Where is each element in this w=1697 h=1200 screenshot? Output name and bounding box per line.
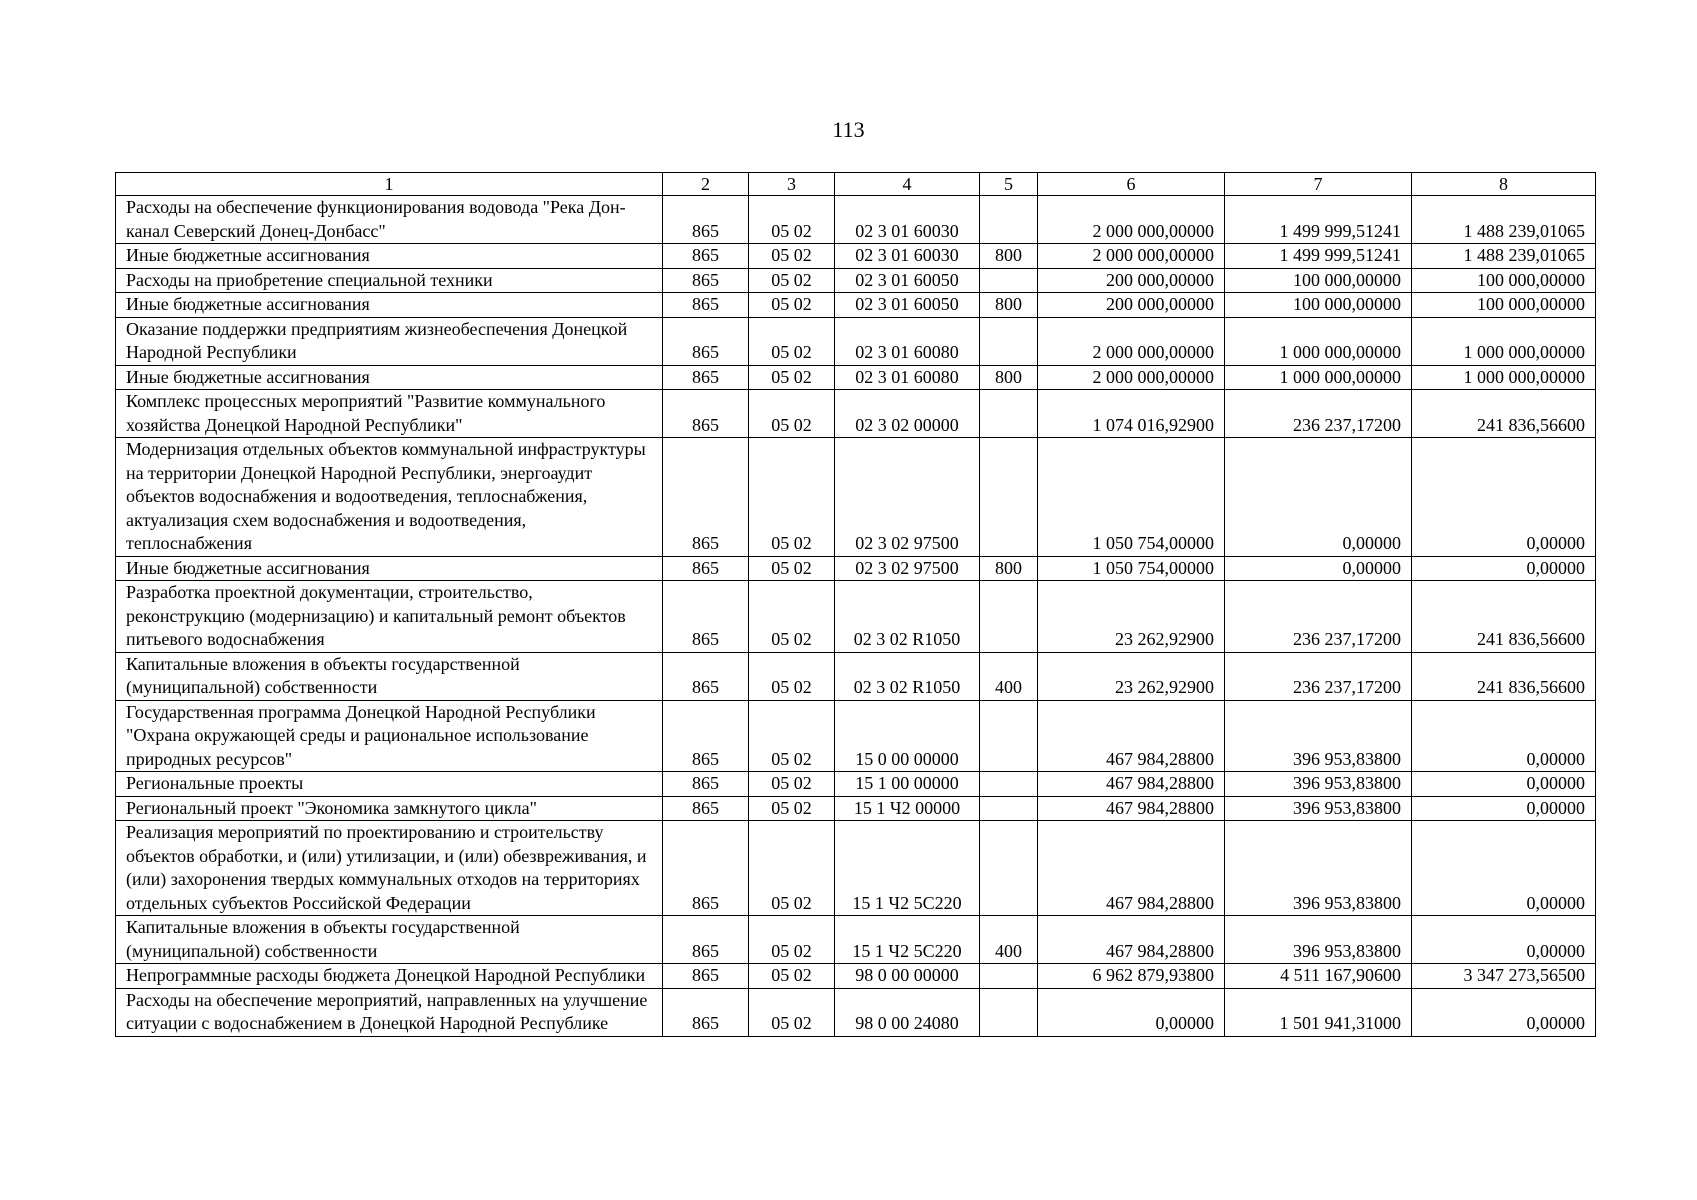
table-row <box>116 821 1596 916</box>
expense-type-cell <box>980 438 1038 557</box>
expense-type-cell <box>980 964 1038 989</box>
expense-name-cell: Иные бюджетные ассигнования <box>116 556 663 581</box>
amount-col6-cell: 23 262,92900 <box>1038 581 1225 653</box>
expense-type-cell <box>980 268 1038 293</box>
ministry-code-cell: 865 <box>663 438 749 557</box>
amount-col7-cell: 396 953,83800 <box>1225 772 1412 797</box>
table-row <box>116 700 1596 772</box>
amount-col7-cell: 236 237,17200 <box>1225 390 1412 438</box>
amount-col6-cell: 467 984,28800 <box>1038 700 1225 772</box>
amount-col8-cell: 1 000 000,00000 <box>1412 317 1596 365</box>
table-row <box>116 652 1596 700</box>
amount-col6-cell: 200 000,00000 <box>1038 293 1225 318</box>
amount-col8-cell: 0,00000 <box>1412 700 1596 772</box>
expense-type-cell: 400 <box>980 916 1038 964</box>
target-article-cell: 02 3 01 60030 <box>835 196 980 244</box>
expense-type-cell: 400 <box>980 652 1038 700</box>
expense-type-cell: 800 <box>980 244 1038 269</box>
target-article-cell: 15 0 00 00000 <box>835 700 980 772</box>
header-cell-7: 7 <box>1225 173 1412 196</box>
ministry-code-cell: 865 <box>663 652 749 700</box>
expense-type-cell <box>980 700 1038 772</box>
expense-type-cell <box>980 581 1038 653</box>
table-row <box>116 365 1596 390</box>
amount-col6-cell: 6 962 879,93800 <box>1038 964 1225 989</box>
expense-name-cell: Непрограммные расходы бюджета Донецкой Народной Республики <box>116 964 663 989</box>
header-cell-2: 2 <box>663 173 749 196</box>
expense-type-cell <box>980 390 1038 438</box>
ministry-code-cell: 865 <box>663 581 749 653</box>
amount-col7-cell: 100 000,00000 <box>1225 293 1412 318</box>
section-code-cell: 05 02 <box>749 796 835 821</box>
table-row <box>116 244 1596 269</box>
section-code-cell: 05 02 <box>749 293 835 318</box>
target-article-cell: 02 3 01 60050 <box>835 268 980 293</box>
target-article-cell: 15 1 Ч2 00000 <box>835 796 980 821</box>
amount-col7-cell: 1 000 000,00000 <box>1225 317 1412 365</box>
amount-col7-cell: 396 953,83800 <box>1225 700 1412 772</box>
ministry-code-cell: 865 <box>663 772 749 797</box>
amount-col8-cell: 1 488 239,01065 <box>1412 244 1596 269</box>
amount-col8-cell: 100 000,00000 <box>1412 268 1596 293</box>
amount-col8-cell: 0,00000 <box>1412 916 1596 964</box>
table-row <box>116 964 1596 989</box>
ministry-code-cell: 865 <box>663 268 749 293</box>
section-code-cell: 05 02 <box>749 196 835 244</box>
section-code-cell: 05 02 <box>749 964 835 989</box>
amount-col6-cell: 0,00000 <box>1038 988 1225 1036</box>
ministry-code-cell: 865 <box>663 293 749 318</box>
expense-type-cell: 800 <box>980 556 1038 581</box>
amount-col8-cell: 1 488 239,01065 <box>1412 196 1596 244</box>
table-row <box>116 196 1596 244</box>
target-article-cell: 02 3 02 00000 <box>835 390 980 438</box>
expense-name-cell: Капитальные вложения в объекты государственной (муниципальной) собственности <box>116 652 663 700</box>
amount-col7-cell: 100 000,00000 <box>1225 268 1412 293</box>
expense-name-cell: Разработка проектной документации, строительство, реконструкцию (модернизацию) и капитальный ремонт объектов питьевого водоснабжения <box>116 581 663 653</box>
amount-col7-cell: 1 499 999,51241 <box>1225 196 1412 244</box>
section-code-cell: 05 02 <box>749 772 835 797</box>
amount-col7-cell: 4 511 167,90600 <box>1225 964 1412 989</box>
target-article-cell: 02 3 01 60080 <box>835 365 980 390</box>
ministry-code-cell: 865 <box>663 796 749 821</box>
ministry-code-cell: 865 <box>663 964 749 989</box>
ministry-code-cell: 865 <box>663 988 749 1036</box>
amount-col8-cell: 241 836,56600 <box>1412 652 1596 700</box>
amount-col6-cell: 1 074 016,92900 <box>1038 390 1225 438</box>
amount-col7-cell: 236 237,17200 <box>1225 652 1412 700</box>
ministry-code-cell: 865 <box>663 244 749 269</box>
section-code-cell: 05 02 <box>749 556 835 581</box>
amount-col7-cell: 0,00000 <box>1225 556 1412 581</box>
amount-col7-cell: 1 499 999,51241 <box>1225 244 1412 269</box>
section-code-cell: 05 02 <box>749 581 835 653</box>
expense-type-cell <box>980 988 1038 1036</box>
section-code-cell: 05 02 <box>749 988 835 1036</box>
ministry-code-cell: 865 <box>663 390 749 438</box>
ministry-code-cell: 865 <box>663 700 749 772</box>
amount-col8-cell: 0,00000 <box>1412 988 1596 1036</box>
expense-type-cell: 800 <box>980 365 1038 390</box>
expense-name-cell: Иные бюджетные ассигнования <box>116 365 663 390</box>
expense-name-cell: Комплекс процессных мероприятий "Развитие коммунального хозяйства Донецкой Народной Республики" <box>116 390 663 438</box>
target-article-cell: 15 1 00 00000 <box>835 772 980 797</box>
amount-col7-cell: 0,00000 <box>1225 438 1412 557</box>
section-code-cell: 05 02 <box>749 268 835 293</box>
amount-col7-cell: 396 953,83800 <box>1225 796 1412 821</box>
table-row <box>116 796 1596 821</box>
table-row <box>116 268 1596 293</box>
table-row <box>116 581 1596 653</box>
amount-col8-cell: 0,00000 <box>1412 796 1596 821</box>
expense-name-cell: Модернизация отдельных объектов коммунальной инфраструктуры на территории Донецкой Народной Республики, энергоаудит объектов водоснабжения и водоотведения, теплоснабжения, актуализация схем водоснабжения и водоотведения, теплоснабжения <box>116 438 663 557</box>
section-code-cell: 05 02 <box>749 365 835 390</box>
amount-col8-cell: 241 836,56600 <box>1412 581 1596 653</box>
expense-name-cell: Региональные проекты <box>116 772 663 797</box>
header-cell-4: 4 <box>835 173 980 196</box>
target-article-cell: 02 3 02 97500 <box>835 556 980 581</box>
table-header-row <box>116 173 1596 196</box>
ministry-code-cell: 865 <box>663 556 749 581</box>
header-cell-3: 3 <box>749 173 835 196</box>
table-row <box>116 390 1596 438</box>
amount-col6-cell: 467 984,28800 <box>1038 796 1225 821</box>
section-code-cell: 05 02 <box>749 916 835 964</box>
table-row <box>116 438 1596 557</box>
amount-col8-cell: 0,00000 <box>1412 556 1596 581</box>
section-code-cell: 05 02 <box>749 317 835 365</box>
amount-col7-cell: 1 000 000,00000 <box>1225 365 1412 390</box>
amount-col8-cell: 0,00000 <box>1412 821 1596 916</box>
amount-col6-cell: 23 262,92900 <box>1038 652 1225 700</box>
ministry-code-cell: 865 <box>663 317 749 365</box>
amount-col8-cell: 3 347 273,56500 <box>1412 964 1596 989</box>
page-number: 113 <box>832 117 865 142</box>
section-code-cell: 05 02 <box>749 700 835 772</box>
section-code-cell: 05 02 <box>749 438 835 557</box>
section-code-cell: 05 02 <box>749 390 835 438</box>
target-article-cell: 02 3 02 R1050 <box>835 652 980 700</box>
table-row <box>116 772 1596 797</box>
ministry-code-cell: 865 <box>663 196 749 244</box>
amount-col8-cell: 0,00000 <box>1412 438 1596 557</box>
expense-name-cell: Реализация мероприятий по проектированию и строительству объектов обработки, и (или) утилизации, и (или) обезвреживания, и (или) захоронения твердых коммунальных отходов на территориях отдельных субъектов Российской Федерации <box>116 821 663 916</box>
amount-col6-cell: 1 050 754,00000 <box>1038 556 1225 581</box>
table-row <box>116 556 1596 581</box>
header-cell-6: 6 <box>1038 173 1225 196</box>
header-cell-1: 1 <box>116 173 663 196</box>
target-article-cell: 02 3 02 R1050 <box>835 581 980 653</box>
target-article-cell: 02 3 01 60030 <box>835 244 980 269</box>
expense-type-cell <box>980 317 1038 365</box>
amount-col8-cell: 0,00000 <box>1412 772 1596 797</box>
amount-col8-cell: 100 000,00000 <box>1412 293 1596 318</box>
table-row <box>116 988 1596 1036</box>
amount-col6-cell: 467 984,28800 <box>1038 916 1225 964</box>
amount-col6-cell: 467 984,28800 <box>1038 772 1225 797</box>
budget-table <box>115 172 1596 1037</box>
section-code-cell: 05 02 <box>749 652 835 700</box>
expense-name-cell: Расходы на приобретение специальной техники <box>116 268 663 293</box>
amount-col7-cell: 1 501 941,31000 <box>1225 988 1412 1036</box>
amount-col7-cell: 236 237,17200 <box>1225 581 1412 653</box>
amount-col7-cell: 396 953,83800 <box>1225 916 1412 964</box>
expense-type-cell <box>980 196 1038 244</box>
target-article-cell: 98 0 00 00000 <box>835 964 980 989</box>
section-code-cell: 05 02 <box>749 244 835 269</box>
amount-col6-cell: 2 000 000,00000 <box>1038 365 1225 390</box>
expense-name-cell: Оказание поддержки предприятиям жизнеобеспечения Донецкой Народной Республики <box>116 317 663 365</box>
amount-col8-cell: 1 000 000,00000 <box>1412 365 1596 390</box>
amount-col6-cell: 2 000 000,00000 <box>1038 244 1225 269</box>
table-row <box>116 293 1596 318</box>
amount-col7-cell: 396 953,83800 <box>1225 821 1412 916</box>
amount-col6-cell: 200 000,00000 <box>1038 268 1225 293</box>
header-cell-8: 8 <box>1412 173 1596 196</box>
ministry-code-cell: 865 <box>663 365 749 390</box>
expense-type-cell <box>980 796 1038 821</box>
table-row <box>116 916 1596 964</box>
target-article-cell: 02 3 01 60050 <box>835 293 980 318</box>
expense-name-cell: Капитальные вложения в объекты государственной (муниципальной) собственности <box>116 916 663 964</box>
target-article-cell: 98 0 00 24080 <box>835 988 980 1036</box>
target-article-cell: 15 1 Ч2 5С220 <box>835 821 980 916</box>
section-code-cell: 05 02 <box>749 821 835 916</box>
table-row <box>116 317 1596 365</box>
ministry-code-cell: 865 <box>663 821 749 916</box>
expense-name-cell: Расходы на обеспечение мероприятий, направленных на улучшение ситуации с водоснабжением в Донецкой Народной Республике <box>116 988 663 1036</box>
header-cell-5: 5 <box>980 173 1038 196</box>
expense-type-cell <box>980 821 1038 916</box>
expense-type-cell: 800 <box>980 293 1038 318</box>
expense-name-cell: Расходы на обеспечение функционирования водовода "Река Дон-канал Северский Донец-Донбасс" <box>116 196 663 244</box>
expense-type-cell <box>980 772 1038 797</box>
amount-col8-cell: 241 836,56600 <box>1412 390 1596 438</box>
target-article-cell: 02 3 01 60080 <box>835 317 980 365</box>
amount-col6-cell: 2 000 000,00000 <box>1038 317 1225 365</box>
amount-col6-cell: 2 000 000,00000 <box>1038 196 1225 244</box>
target-article-cell: 02 3 02 97500 <box>835 438 980 557</box>
amount-col6-cell: 467 984,28800 <box>1038 821 1225 916</box>
expense-name-cell: Региональный проект "Экономика замкнутого цикла" <box>116 796 663 821</box>
target-article-cell: 15 1 Ч2 5С220 <box>835 916 980 964</box>
expense-name-cell: Иные бюджетные ассигнования <box>116 293 663 318</box>
amount-col6-cell: 1 050 754,00000 <box>1038 438 1225 557</box>
ministry-code-cell: 865 <box>663 916 749 964</box>
expense-name-cell: Иные бюджетные ассигнования <box>116 244 663 269</box>
expense-name-cell: Государственная программа Донецкой Народной Республики "Охрана окружающей среды и рациональное использование природных ресурсов" <box>116 700 663 772</box>
